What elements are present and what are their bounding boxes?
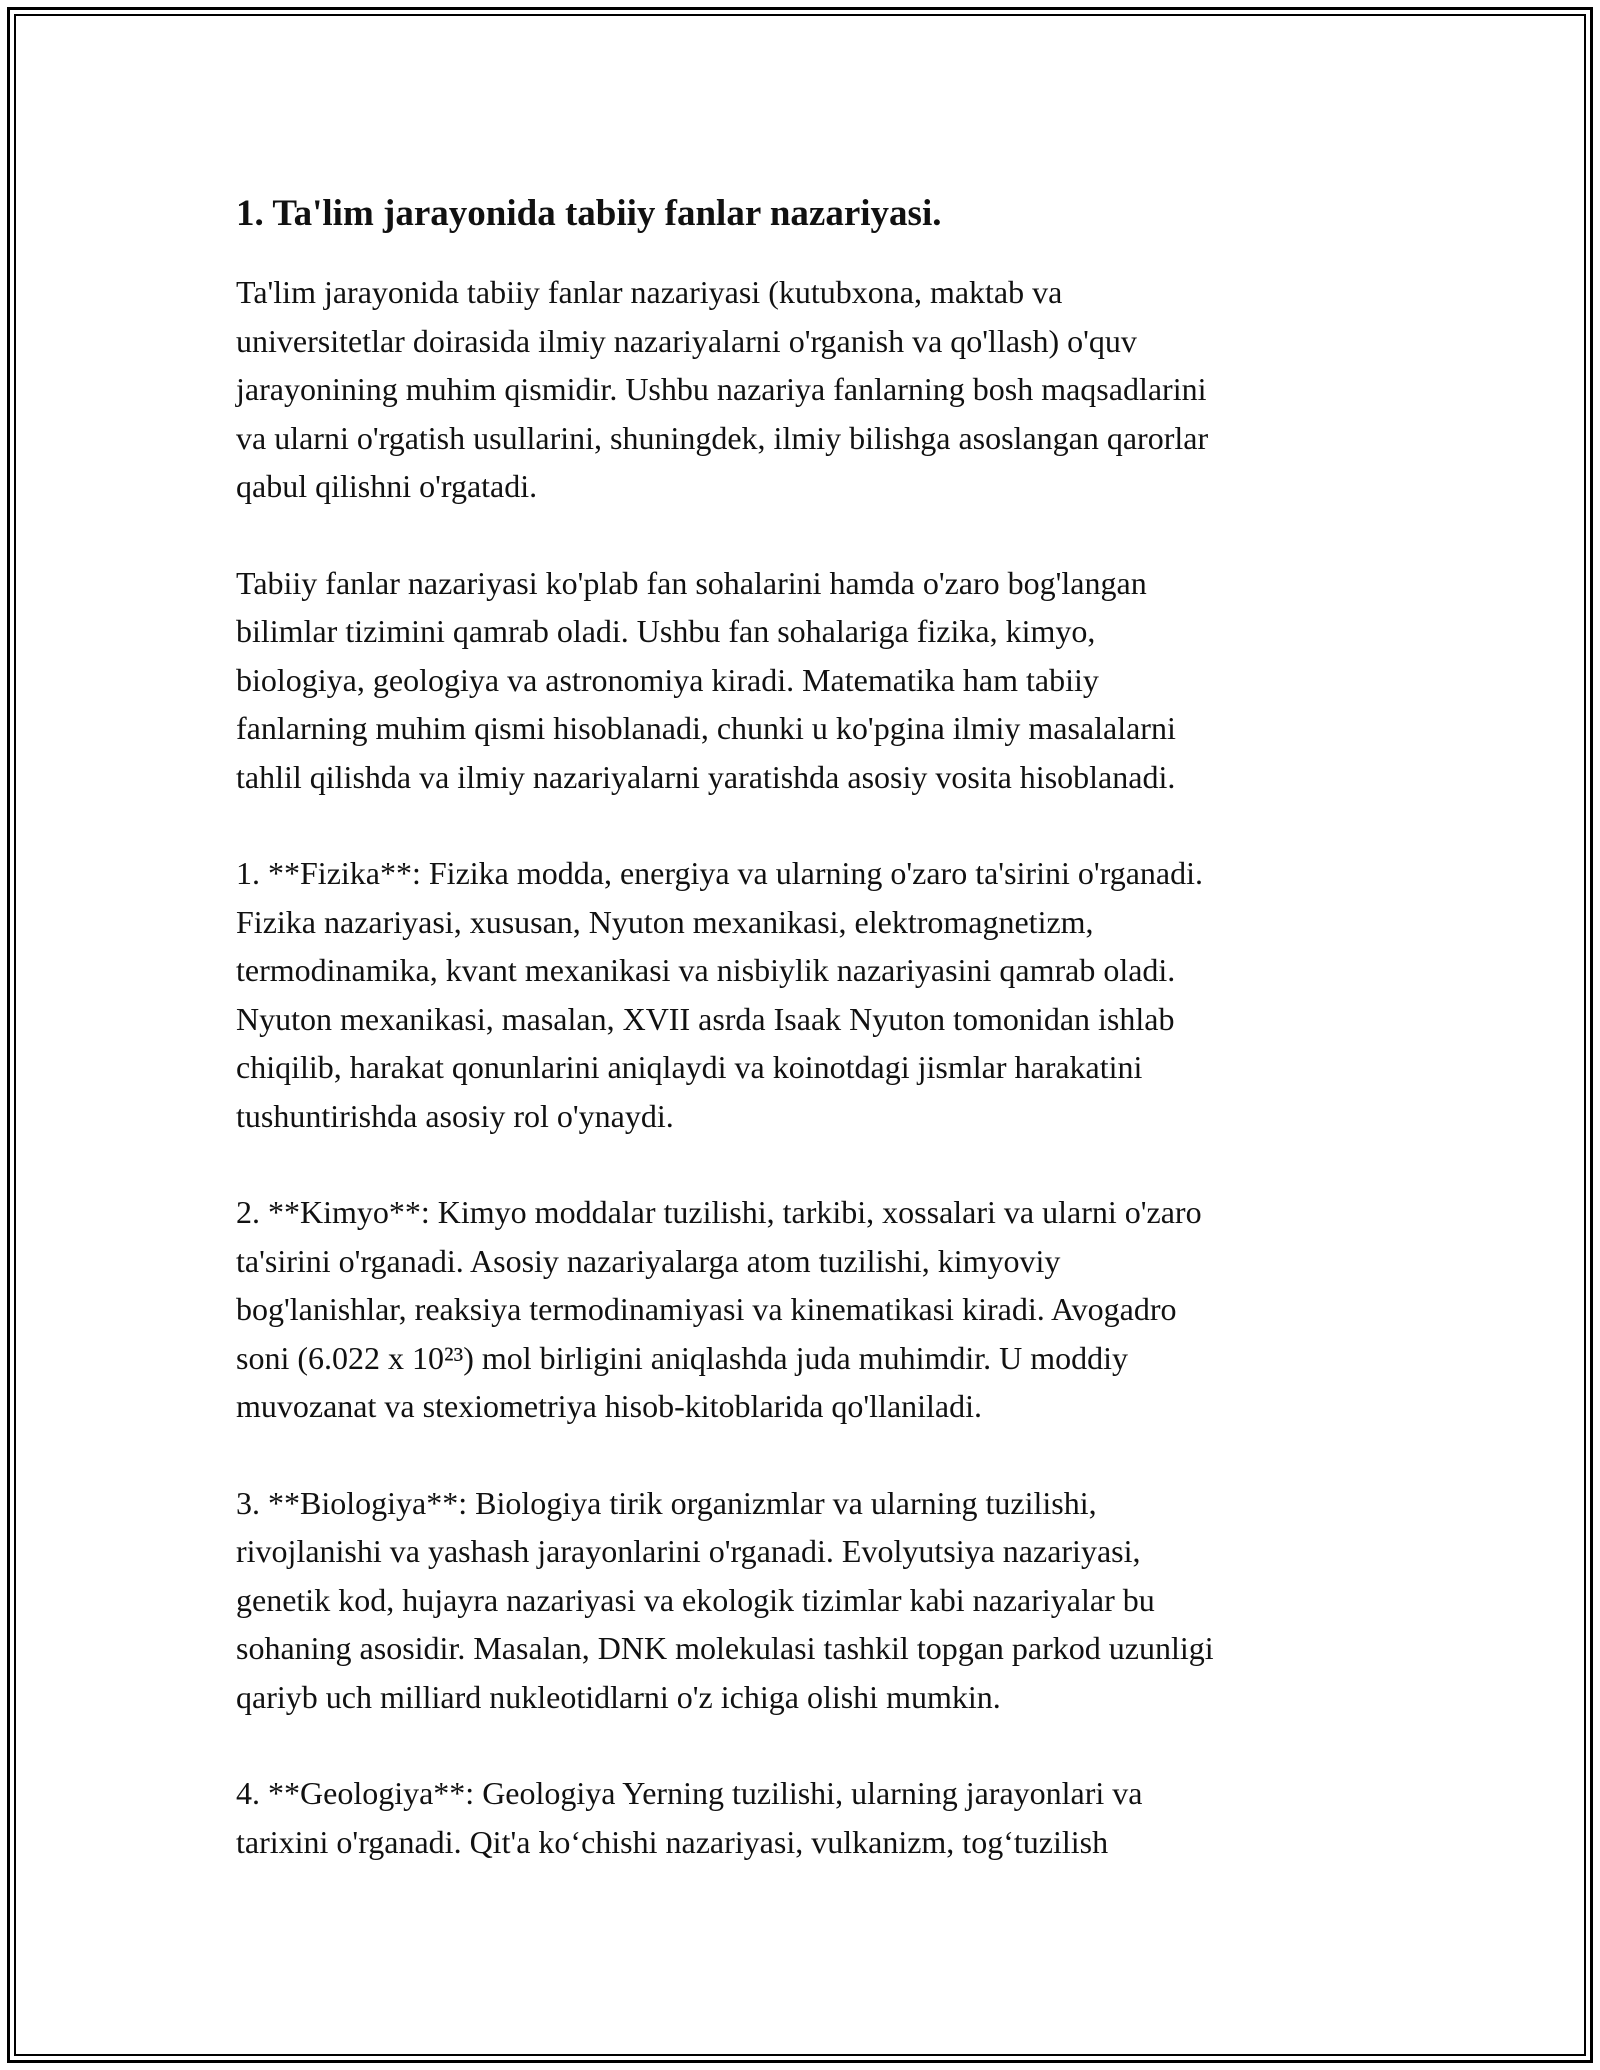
text-line: biologiya, geologiya va astronomiya kiradi. Matematika ham tabiiy <box>236 661 1099 698</box>
text-line: termodinamika, kvant mexanikasi va nisbiylik nazariyasini qamrab oladi. <box>236 952 1176 988</box>
text-line: Nyuton mexanikasi, masalan, XVII asrda Isaak Nyuton tomonidan ishlab <box>236 1000 1175 1037</box>
text-line: ta'sirini o'rganadi. Asosiy nazariyalarga atom tuzilishi, kimyoviy <box>236 1242 1061 1279</box>
text-line: va ularni o'rgatish usullarini, shuningdek, ilmiy bilishga asoslangan qarorlar <box>236 419 1209 456</box>
text-line: qabul qilishni o'rgatadi. <box>236 468 538 504</box>
paragraph-geology <box>236 1769 1396 1866</box>
text-line: qariyb uch milliard nukleotidlarni o'z ichiga olishi mumkin. <box>236 1678 1001 1715</box>
text-line: tarixini o'rganadi. Qit'a ko‘chishi nazariyasi, vulkanizm, tog‘tuzilish <box>236 1823 1109 1860</box>
text-line: tahlil qilishda va ilmiy nazariyalarni yaratishda asosiy vosita hisoblanadi. <box>236 758 1176 795</box>
text-line: bilimlar tizimini qamrab oladi. Ushbu fan sohalariga fizika, kimyo, <box>236 613 1096 649</box>
paragraph-biology <box>236 1479 1396 1722</box>
text-line: fanlarning muhim qismi hisoblanadi, chunki u ko'pgina ilmiy masalalarni <box>236 710 1176 746</box>
text-line: soni (6.022 x 10²³) mol birligini aniqlashda juda muhimdir. U moddiy <box>236 1339 1129 1376</box>
section-title: 1. Ta'lim jarayonida tabiiy fanlar nazariyasi. <box>236 193 942 234</box>
text-line: genetik kod, hujayra nazariyasi va ekologik tizimlar kabi nazariyalar bu <box>236 1581 1155 1618</box>
document-body <box>236 186 1396 1914</box>
paragraph-intro <box>236 268 1396 511</box>
text-line: Ta'lim jarayonida tabiiy fanlar nazariyasi (kutubxona, maktab va <box>236 274 1063 310</box>
text-line: universitetlar doirasida ilmiy nazariyalarni o'rganish va qo'llash) o'quv <box>236 322 1137 359</box>
text-line: 1. **Fizika**: Fizika modda, energiya va ularning o'zaro ta'sirini o'rganadi. <box>236 855 1203 891</box>
paragraph-overview <box>236 559 1396 802</box>
text-line: sohaning asosidir. Masalan, DNK molekulasi tashkil topgan parkod uzunligi <box>236 1630 1214 1666</box>
text-line: jarayonining muhim qismidir. Ushbu nazariya fanlarning bosh maqsadlarini <box>236 371 1207 407</box>
paragraph-chemistry <box>236 1188 1396 1431</box>
text-line: 4. **Geologiya**: Geologiya Yerning tuzilishi, ularning jarayonlari va <box>236 1775 1143 1811</box>
text-line: 3. **Biologiya**: Biologiya tirik organizmlar va ularning tuzilishi, <box>236 1484 1097 1521</box>
text-line: Tabiiy fanlar nazariyasi ko'plab fan sohalarini hamda o'zaro bog'langan <box>236 564 1147 601</box>
text-line: tushuntirishda asosiy rol o'ynaydi. <box>236 1097 674 1134</box>
text-line: chiqilib, harakat qonunlarini aniqlaydi va koinotdagi jismlar harakatini <box>236 1049 1143 1085</box>
text-line: muvozanat va stexiometriya hisob-kitoblarida qo'llaniladi. <box>236 1388 983 1424</box>
text-line: 2. **Kimyo**: Kimyo moddalar tuzilishi, tarkibi, xossalari va ularni o'zaro <box>236 1194 1202 1230</box>
text-line: rivojlanishi va yashash jarayonlarini o'rganadi. Evolyutsiya nazariyasi, <box>236 1533 1141 1569</box>
paragraph-physics <box>236 849 1396 1140</box>
text-line: Fizika nazariyasi, xususan, Nyuton mexanikasi, elektromagnetizm, <box>236 903 1094 940</box>
text-line: bog'lanishlar, reaksiya termodinamiyasi va kinematikasi kiradi. Avogadro <box>236 1291 1177 1327</box>
